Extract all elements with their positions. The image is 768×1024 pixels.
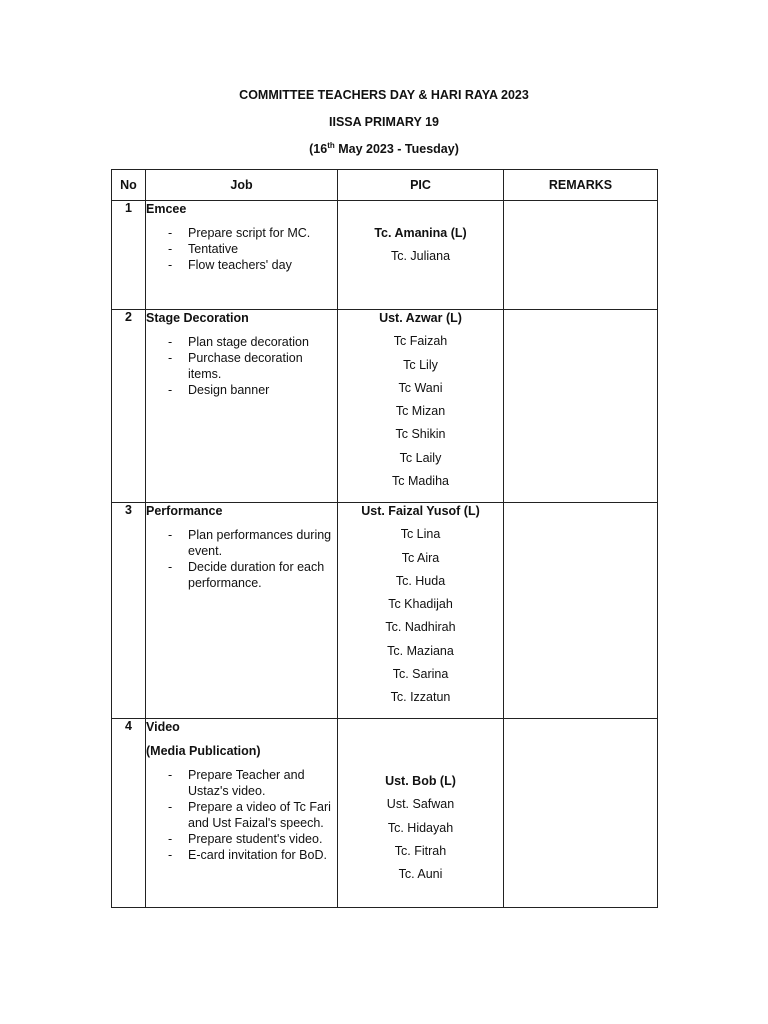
table-row [112, 503, 658, 719]
pic-member: Tc Wani [398, 380, 443, 395]
pic-cell [338, 719, 504, 908]
document-subtitle: IISSA PRIMARY 19 [329, 115, 439, 129]
pic-member: Tc. Juliana [390, 249, 451, 264]
pic-lead: Ust. Azwar (L) [379, 311, 462, 325]
pic-member: Ust. Safwan [386, 797, 455, 812]
task-item: - Prepare student's video. [168, 831, 333, 847]
header-job: Job [146, 170, 338, 201]
pic-member: Tc Lina [400, 527, 441, 542]
remarks-cell [504, 503, 658, 719]
date-suffix: th [327, 140, 335, 150]
row-number: 4 [112, 719, 146, 908]
task-item: - Purchase decoration items. [168, 350, 333, 382]
task-item: - Design banner [168, 382, 333, 398]
task-list [146, 334, 337, 398]
job-cell [146, 719, 338, 908]
pic-lead: Ust. Bob (L) [385, 774, 456, 788]
pic-member: Tc Khadijah [388, 597, 453, 612]
header-no: No [112, 170, 146, 201]
task-item: - Prepare Teacher and Ustaz's video. [168, 767, 333, 799]
task-item: - Prepare a video of Tc Fari and Ust Faizal's speech. [168, 799, 333, 831]
pic-member: Tc. Sarina [392, 667, 449, 682]
job-cell [146, 310, 338, 503]
pic-group [338, 201, 503, 264]
task-list [146, 767, 337, 863]
pic-member: Tc Madiha [392, 474, 449, 489]
row-number: 2 [112, 310, 146, 503]
document-title: COMMITTEE TEACHERS DAY & HARI RAYA 2023 [239, 88, 529, 102]
job-cell [146, 503, 338, 719]
job-title: Stage Decoration [146, 311, 249, 325]
table-header-row [112, 170, 658, 201]
pic-lead: Ust. Faizal Yusof (L) [361, 504, 480, 518]
task-list [146, 527, 337, 591]
pic-member: Tc. Maziana [387, 643, 454, 658]
job-subtitle: (Media Publication) [146, 744, 261, 758]
pic-cell [338, 310, 504, 503]
pic-member: Tc. Huda [395, 573, 446, 588]
pic-member: Tc. Auni [398, 867, 443, 882]
task-item: - Decide duration for each performance. [168, 559, 333, 591]
document-date [0, 141, 768, 157]
job-title: Emcee [146, 202, 187, 216]
pic-member: Tc. Hidayah [387, 820, 454, 835]
row-number: 1 [112, 201, 146, 310]
table-row [112, 310, 658, 503]
remarks-cell [504, 201, 658, 310]
pic-member: Tc. Fitrah [394, 843, 447, 858]
pic-member: Tc Mizan [395, 404, 446, 419]
header-pic: PIC [338, 170, 504, 201]
row-number: 3 [112, 503, 146, 719]
pic-member: Tc Lily [403, 357, 438, 372]
pic-cell [338, 201, 504, 310]
pic-cell [338, 503, 504, 719]
task-list [146, 225, 337, 273]
task-item: - Flow teachers' day [168, 257, 333, 273]
job-title: Performance [146, 504, 223, 518]
task-item: - Plan stage decoration [168, 334, 333, 350]
task-item: - E-card invitation for BoD. [168, 847, 333, 863]
job-cell [146, 201, 338, 310]
pic-member: Tc Aira [401, 550, 440, 565]
committee-table [111, 169, 658, 908]
date-open: (16 [309, 142, 328, 156]
table-row [112, 201, 658, 310]
pic-member: Tc Faizah [393, 334, 448, 349]
pic-lead: Tc. Amanina (L) [374, 226, 467, 240]
pic-member: Tc. Nadhirah [385, 620, 456, 635]
task-item: - Prepare script for MC. [168, 225, 333, 241]
pic-member: Tc. Izzatun [390, 690, 451, 705]
remarks-cell [504, 719, 658, 908]
job-title: Video [146, 720, 180, 734]
remarks-cell [504, 310, 658, 503]
table-row [112, 719, 658, 908]
task-item: - Tentative [168, 241, 333, 257]
pic-group [338, 719, 503, 882]
task-item: - Plan performances during event. [168, 527, 333, 559]
date-rest: May 2023 - Tuesday) [334, 142, 459, 156]
pic-member: Tc Laily [399, 450, 442, 465]
header-remarks: REMARKS [504, 170, 658, 201]
pic-member: Tc Shikin [395, 427, 446, 442]
